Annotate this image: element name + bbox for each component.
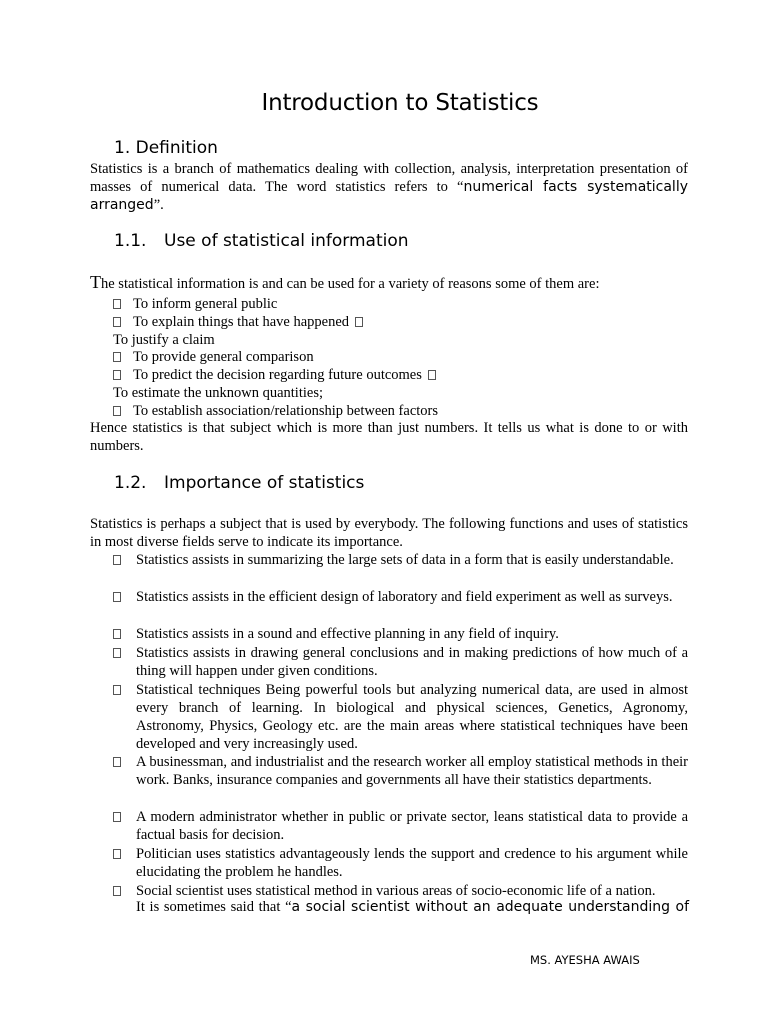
- bullet-icon: [113, 592, 121, 602]
- heading-text: Importance of statistics: [164, 473, 365, 493]
- use-intro-paragraph: [90, 273, 688, 293]
- bullet-icon: [113, 757, 121, 767]
- definition-text: Statistics is a branch of mathematics dealing with collection, analysis, interpretation presentation of masses of numerical data. The word statistics refers to “: [90, 161, 688, 195]
- list-item: Statistics assists in summarizing the large sets of data in a form that is easily understandable.: [113, 551, 688, 569]
- heading-text: Use of statistical information: [164, 231, 409, 251]
- importance-intro-paragraph: Statistics is perhaps a subject that is used by everybody. The following functions and uses of statistics in most diverse fields serve to indicate its importance.: [90, 516, 688, 550]
- heading-importance-of-statistics: [114, 473, 364, 493]
- list-item: To provide general comparison: [113, 348, 314, 366]
- list-item: To predict the decision regarding future outcomes: [113, 366, 436, 384]
- list-item: To estimate the unknown quantities;: [113, 385, 324, 401]
- footer-author: MS. AYESHA AWAIS: [530, 953, 640, 967]
- use-intro-text: he statistical information is and can be used for a variety of reasons some of them are:: [101, 276, 600, 292]
- bullet-icon: [113, 886, 121, 896]
- bullet-icon: [113, 299, 121, 309]
- list-item: To justify a claim: [113, 332, 215, 348]
- list-item: Statistical techniques Being powerful tools but analyzing numerical data, are used in almost every branch of learning. In biological and physical sciences, Genetics, Agronomy, Astronomy, Physics, Geology etc. are the main areas where statistical techniques have been developed and very increasingly used.: [113, 681, 688, 753]
- heading-number: 1.1.: [114, 231, 147, 251]
- list-item: To inform general public: [113, 295, 277, 313]
- bullet-icon: [113, 648, 121, 658]
- list-item: Statistics assists in drawing general conclusions and in making predictions of how much of a thing will happen under given conditions.: [113, 644, 688, 680]
- definition-quote: numerical facts systematically arranged: [90, 179, 688, 213]
- bullet-icon: [428, 370, 436, 380]
- bullet-icon: [355, 317, 363, 327]
- bullet-icon: [113, 812, 121, 822]
- closing-text: It is sometimes said that “: [136, 899, 292, 915]
- closing-quote: a social scientist without an adequate understanding of: [291, 899, 690, 915]
- bullet-icon: [113, 317, 121, 327]
- bullet-icon: [113, 370, 121, 380]
- bullet-icon: [113, 849, 121, 859]
- bullet-icon: [113, 406, 121, 416]
- list-item: Social scientist uses statistical method in various areas of socio-economic life of a nation.: [113, 882, 688, 900]
- drop-cap: T: [90, 272, 101, 292]
- list-item: A businessman, and industrialist and the research worker all employ statistical methods in their work. Banks, insurance companies and governments all have their statistics departments.: [113, 753, 688, 789]
- list-item: Statistics assists in the efficient design of laboratory and field experiment as well as surveys.: [113, 588, 688, 606]
- use-conclusion-paragraph: Hence statistics is that subject which is more than just numbers. It tells us what is done to or with numbers.: [90, 420, 688, 454]
- definition-end: ”.: [153, 197, 164, 213]
- list-item: To explain things that have happened: [113, 313, 363, 331]
- list-item: Statistics assists in a sound and effective planning in any field of inquiry.: [113, 625, 688, 643]
- definition-paragraph: [90, 160, 688, 214]
- page-title: Introduction to Statistics: [261, 90, 539, 116]
- heading-use-of-statistical-information: [114, 231, 409, 251]
- bullet-icon: [113, 352, 121, 362]
- bullet-icon: [113, 555, 121, 565]
- bullet-icon: [113, 685, 121, 695]
- list-item: To establish association/relationship between factors: [113, 402, 438, 420]
- list-item: A modern administrator whether in public or private sector, leans statistical data to provide a factual basis for decision.: [113, 808, 688, 844]
- bullet-icon: [113, 629, 121, 639]
- heading-number: 1.2.: [114, 473, 147, 493]
- heading-definition: 1. Definition: [114, 138, 218, 158]
- closing-quote-paragraph: [113, 899, 689, 916]
- list-item: Politician uses statistics advantageously lends the support and credence to his argument while elucidating the problem he handles.: [113, 845, 688, 881]
